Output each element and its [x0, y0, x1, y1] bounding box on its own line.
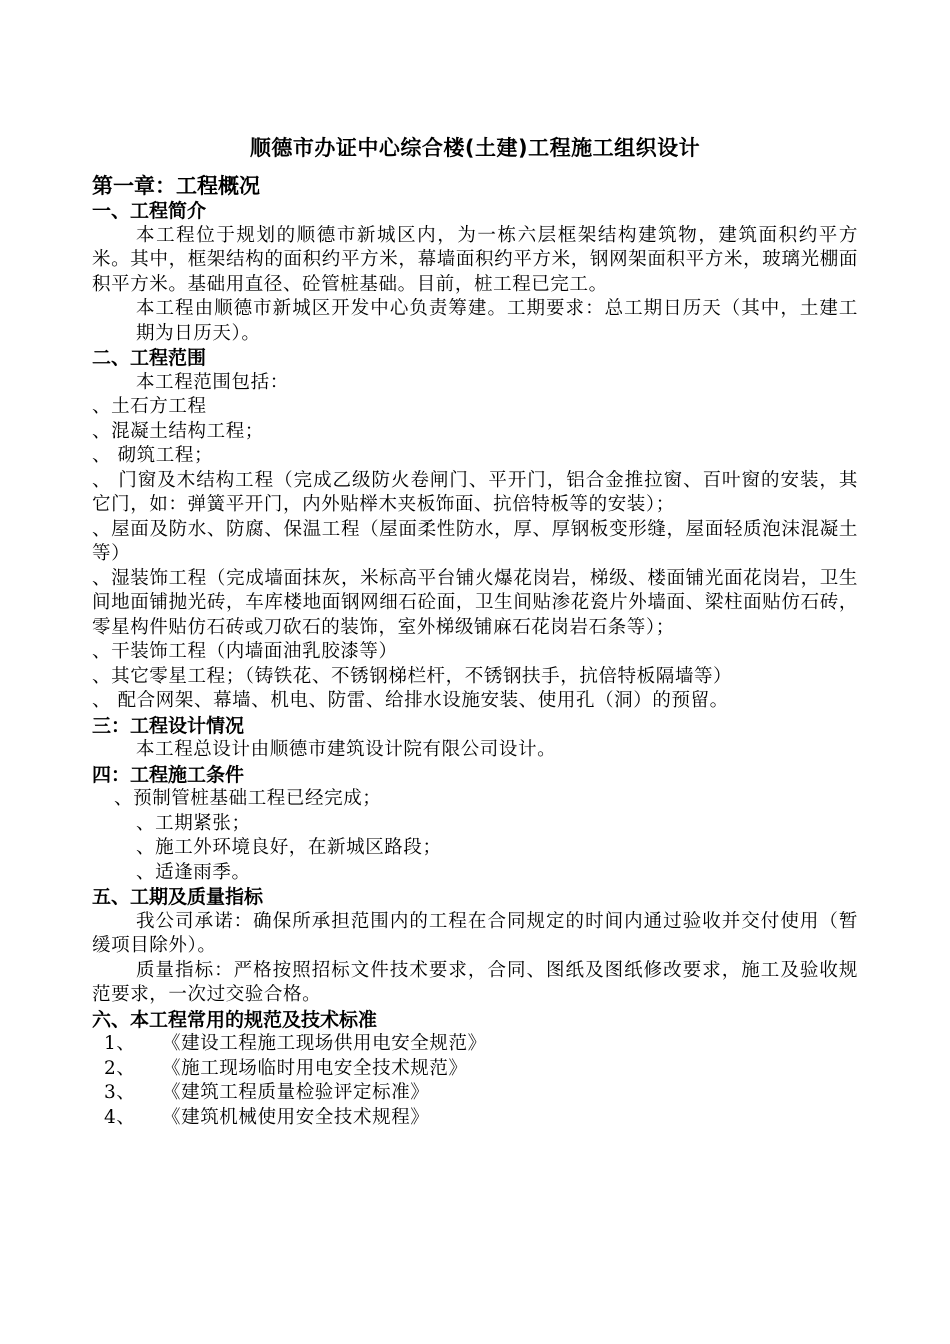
document-title: 顺德市办证中心综合楼(土建)工程施工组织设计: [249, 136, 701, 160]
paragraph: 本工程总设计由顺德市建筑设计院有限公司设计。: [136, 739, 557, 760]
list-item: 、 砌筑工程；: [92, 445, 214, 466]
section-heading-overview: 一、工程简介: [92, 200, 207, 222]
standard-title: 《建筑机械使用安全技术规程》: [162, 1106, 430, 1128]
section-heading-conditions: 四：工程施工条件: [92, 763, 245, 786]
standard-item: [92, 1032, 858, 1057]
list-item: 、工期紧张；: [136, 812, 251, 834]
standard-title: 《建筑工程质量检验评定标准》: [162, 1082, 430, 1103]
list-item: 、湿装饰工程（完成墙面抹灰，米标高平台铺火爆花岗岩，梯级、楼面铺光面花岗岩，卫生间地面铺抛光砖，车库楼地面钢网细石砼面，卫生间贴渗花瓷片外墙面、梁柱面贴仿石砖，零星构件贴仿石砖或刀砍石的装饰，室外梯级铺麻石花岗岩石条等）；: [92, 567, 858, 638]
list-item: 、混凝土结构工程；: [92, 420, 264, 442]
list-item: 、土石方工程: [92, 396, 207, 417]
document-page: [92, 134, 858, 1130]
standard-number: 1、: [104, 1033, 136, 1054]
standard-item: [92, 1057, 858, 1082]
paragraph: 我公司承诺：确保所承担范围内的工程在合同规定的时间内通过验收并交付使用（暂缓项目除外）。: [92, 910, 858, 956]
list-item: 、施工外环境良好，在新城区路段；: [136, 837, 442, 858]
paragraph: 本工程位于规划的顺德市新城区内，为一栋六层框架结构建筑物，建筑面积约平方米。其中，框架结构的面积约平方米，幕墙面积约平方米，钢网架面积平方米，玻璃光棚面积平方米。基础用直径、砼管桩基础。目前，桩工程已完工。: [92, 224, 858, 295]
list-item: 、干装饰工程（内墙面油乳胶漆等）: [92, 641, 398, 662]
list-item: 、适逢雨季。: [136, 861, 251, 883]
standard-number: 4、: [104, 1106, 136, 1128]
standard-title: 《建设工程施工现场供用电安全规范》: [162, 1033, 487, 1054]
standard-item: [92, 1106, 858, 1131]
paragraph: 本工程范围包括：: [136, 371, 289, 393]
paragraph: 本工程由顺德市新城区开发中心负责筹建。工期要求：总工期日历天（其中，土建工期为日历天）。: [136, 298, 858, 344]
list-item: 、 门窗及木结构工程（完成乙级防火卷闸门、平开门，铝合金推拉窗、百叶窗的安装，其它门，如：弹簧平开门，内外贴榉木夹板饰面、抗倍特板等的安装）；: [92, 469, 858, 515]
list-item: 、 配合网架、幕墙、机电、防雷、给排水设施安装、使用孔（洞）的预留。: [92, 690, 729, 711]
standard-item: [92, 1081, 858, 1106]
list-item: 、其它零星工程；（铸铁花、不锈钢梯栏杆，不锈钢扶手，抗倍特板隔墙等）: [92, 665, 733, 687]
section-heading-scope: 二、工程范围: [92, 347, 207, 369]
section-heading-standards: 六、本工程常用的规范及技术标准: [92, 1008, 378, 1031]
standard-number: 2、: [104, 1057, 136, 1079]
section-heading-design: 三：工程设计情况: [92, 714, 245, 737]
chapter-heading: 第一章：工程概况: [92, 174, 260, 198]
standard-number: 3、: [104, 1082, 136, 1103]
list-item: 、屋面及防水、防腐、保温工程（屋面柔性防水，厚、厚钢板变形缝，屋面轻质泡沫混凝土等）: [92, 518, 858, 564]
section-heading-schedule-quality: 五、工期及质量指标: [92, 886, 264, 908]
list-item: 、预制管桩基础工程已经完成；: [114, 788, 382, 809]
standard-title: 《施工现场临时用电安全技术规范》: [162, 1057, 468, 1079]
paragraph: 质量指标：严格按照招标文件技术要求，合同、图纸及图纸修改要求，施工及验收规范要求，一次过交验合格。: [92, 959, 858, 1005]
